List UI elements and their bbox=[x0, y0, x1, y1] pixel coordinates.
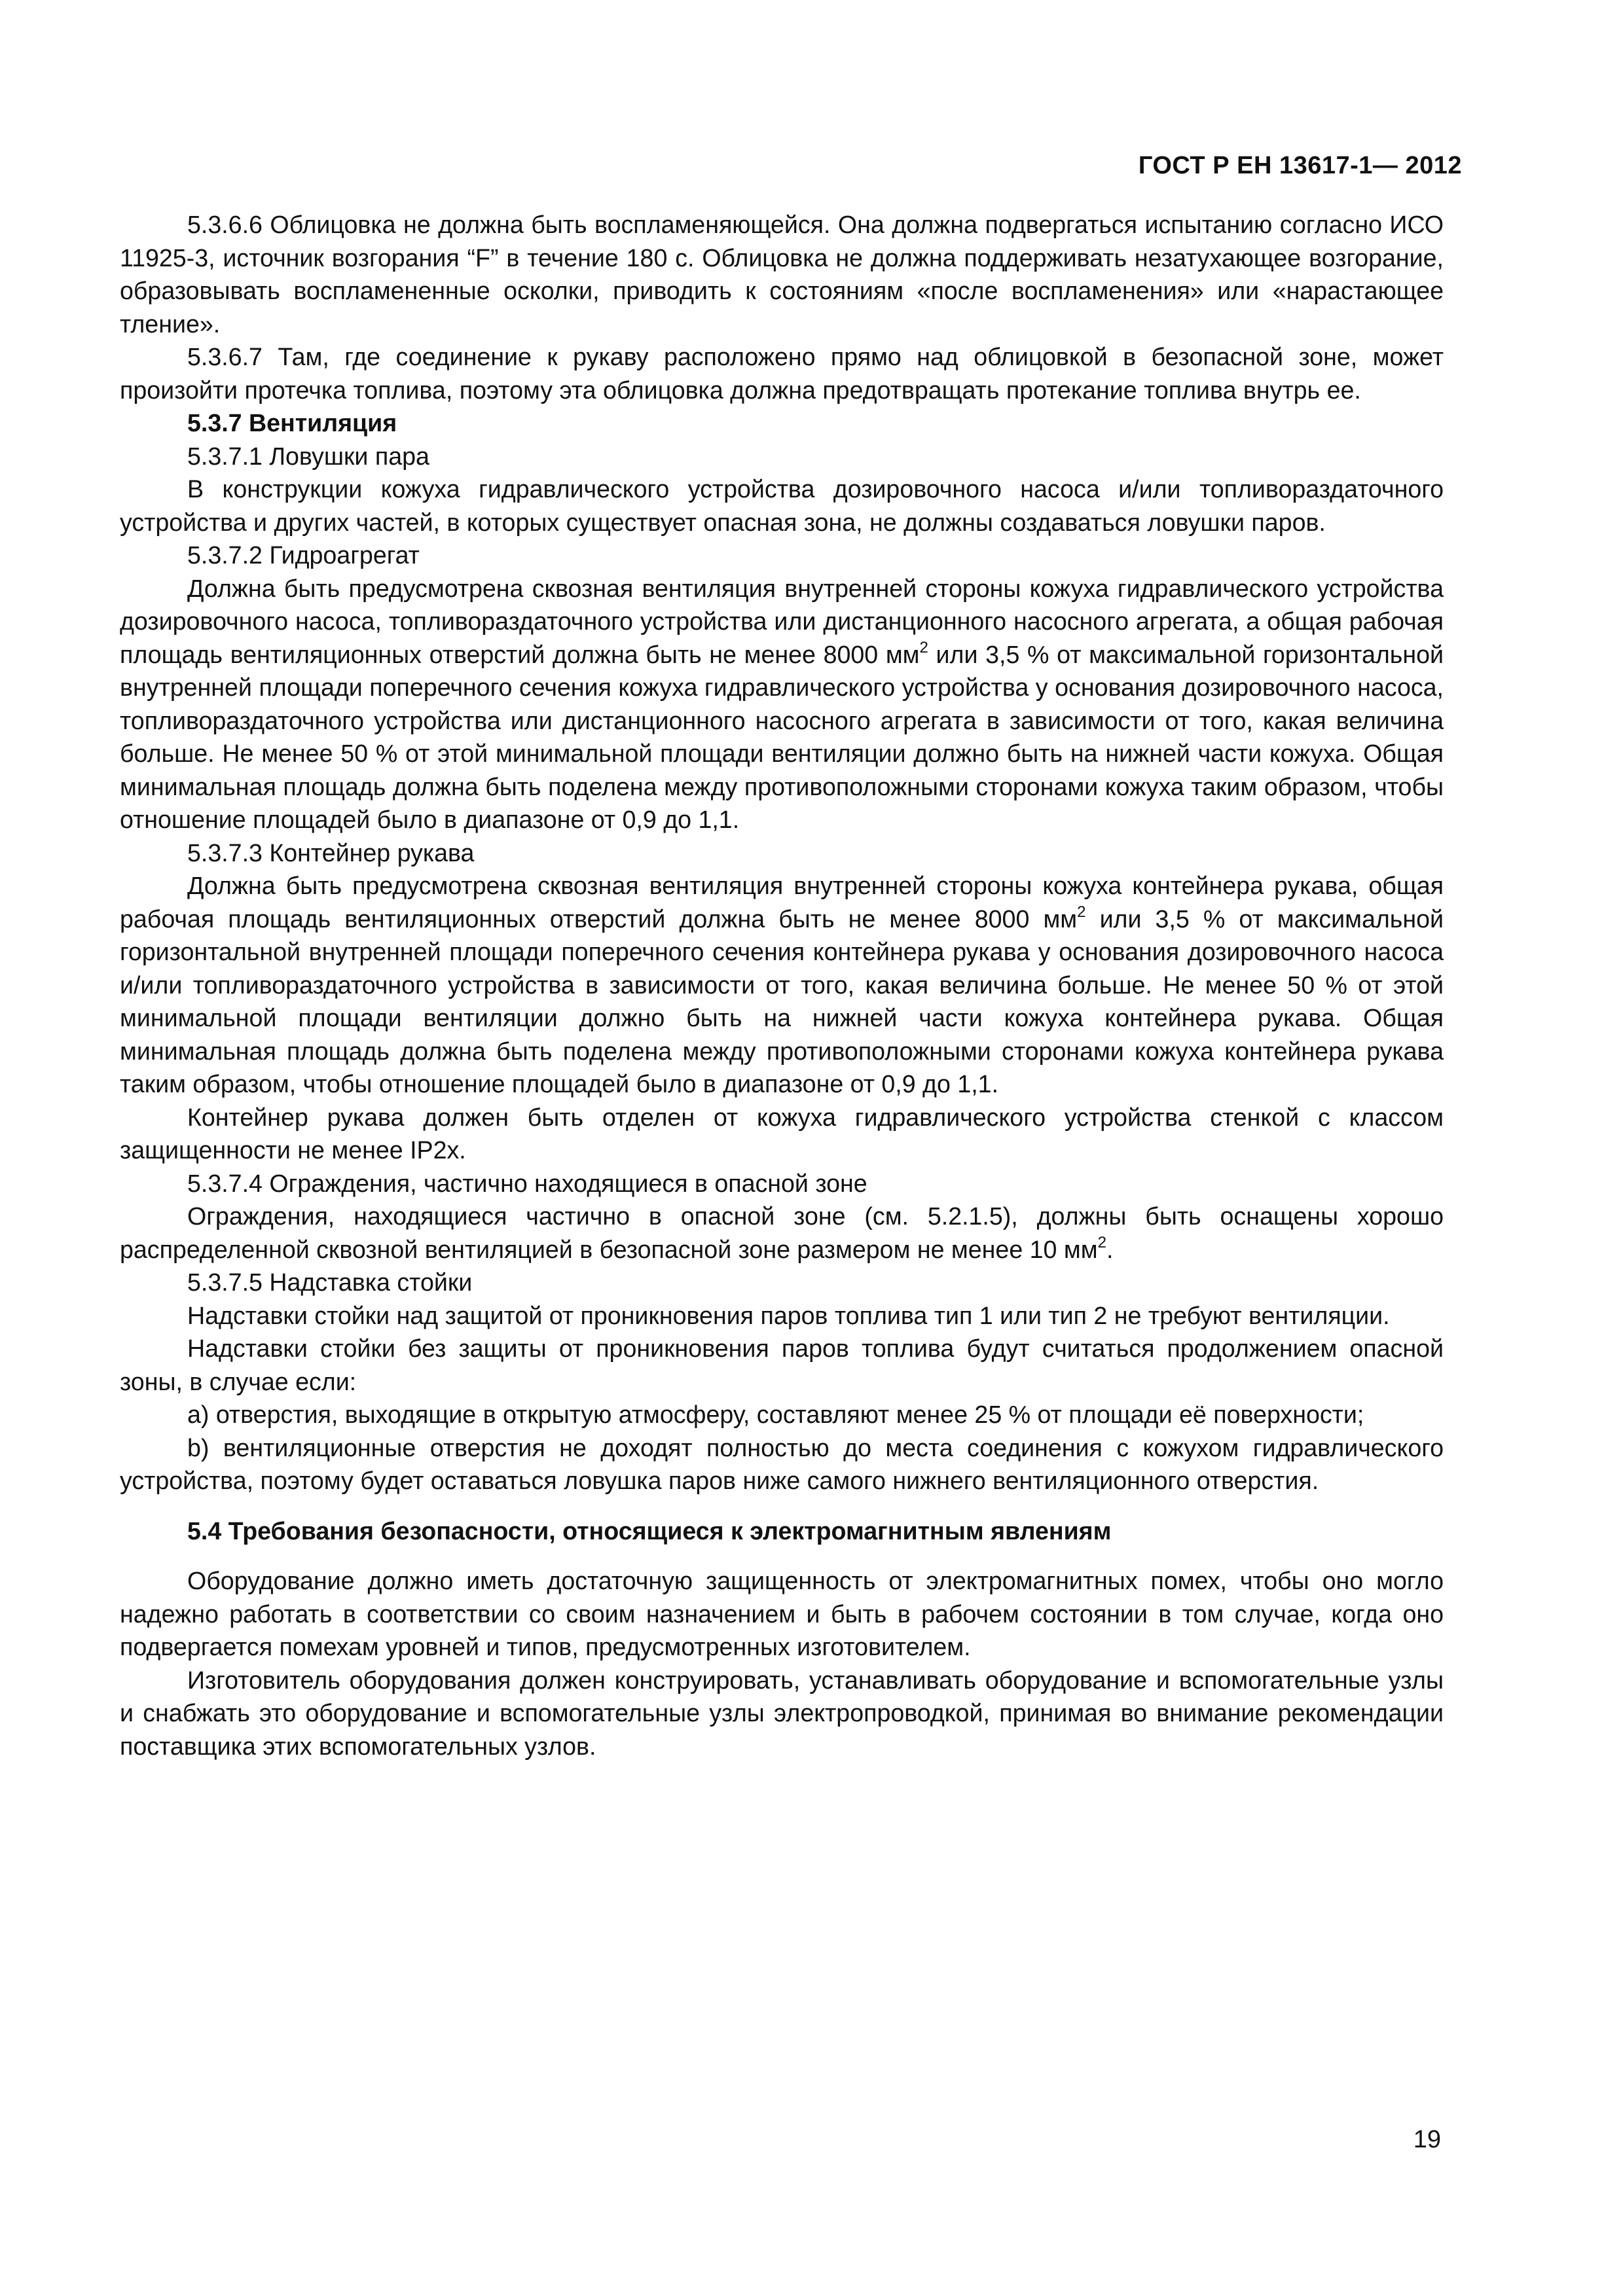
paragraph-emc-1: Оборудование должно иметь достаточную защищенность от электромагнитных помех, чтобы оно могло надежно работать в соответствии со своим назначением и быть в рабочем состоянии в том случае, когда оно подвергается помехам уровней и типов, предусмотренных изготовителем. bbox=[120, 1567, 1444, 1660]
document-code: ГОСТ Р ЕН 13617-1— 2012 bbox=[1138, 152, 1462, 179]
superscript-2: 2 bbox=[919, 638, 928, 656]
heading-5-3-7-3: 5.3.7.3 Контейнер рукава bbox=[187, 838, 475, 867]
superscript-2: 2 bbox=[1077, 903, 1086, 921]
paragraph-hydraulic-unit bbox=[120, 572, 1444, 836]
document-body bbox=[120, 208, 1444, 1763]
paragraph-hose-container bbox=[120, 869, 1444, 1101]
paragraph-vapor-traps: В конструкции кожуха гидравлического устройства дозировочного насоса и/или топливораздаточного устройства и других частей, в которых существует опасная зона, не должны создаваться ловушки паров. bbox=[120, 475, 1444, 536]
heading-5-4: 5.4 Требования безопасности, относящиеся к электромагнитным явлениям bbox=[187, 1516, 1112, 1545]
paragraph-5-3-6-7: 5.3.6.7 Там, где соединение к рукаву расположено прямо над облицовкой в безопасной зоне, может произойти протечка топлива, поэтому эта облицовка должна предотвращать протекание топлива внутрь ее. bbox=[120, 343, 1444, 404]
paragraph-enclosures bbox=[120, 1200, 1444, 1266]
paragraph-hose-container-part1: Должна быть предусмотрена сквозная вентиляция внутренней стороны кожуха контейнера рукава, общая рабочая площадь вентиляционных отверстий должна быть не менее 8000 мм bbox=[120, 872, 1444, 933]
page-number: 19 bbox=[1413, 2126, 1441, 2153]
heading-5-3-7-2: 5.3.7.2 Гидроагрегат bbox=[187, 541, 420, 569]
superscript-2: 2 bbox=[1097, 1233, 1106, 1251]
paragraph-hose-container-part2: или 3,5 % от максимальной горизонтальной внутренней площади поперечного сечения контейнера рукава у основания дозировочного насоса и/или топливораздаточного устройства в зависимости от того, какая величина больше. Не менее 50 % от этой минимальной площади вентиляции должно быть на нижней части кожуха контейнера рукава. Общая минимальная площадь должна быть поделена между противоположными сторонами кожуха контейнера рукава таким образом, чтобы отношение площадей было в диапазоне от 0,9 до 1,1. bbox=[120, 905, 1444, 1098]
paragraph-enclosures-part2: . bbox=[1106, 1235, 1114, 1263]
heading-5-3-7-1: 5.3.7.1 Ловушки пара bbox=[187, 442, 429, 470]
paragraph-hydraulic-unit-part1: Должна быть предусмотрена сквозная вентиляция внутренней стороны кожуха гидравлического устройства дозировочного насоса, топливораздаточного устройства или дистанционного насосного агрегата, а общая рабочая площадь вентиляционных отверстий должна быть не менее 8000 мм bbox=[120, 574, 1444, 668]
paragraph-stand-extension-1: Надставки стойки над защитой от проникновения паров топлива тип 1 или тип 2 не требуют вентиляции. bbox=[187, 1301, 1390, 1329]
list-item-b: b) вентиляционные отверстия не доходят полностью до места соединения с кожухом гидравлического устройства, поэтому будет оставаться ловушка паров ниже самого нижнего вентиляционного отверстия. bbox=[120, 1433, 1444, 1494]
heading-5-3-7-4: 5.3.7.4 Ограждения, частично находящиеся в опасной зоне bbox=[187, 1169, 867, 1197]
paragraph-5-3-6-6: 5.3.6.6 Облицовка не должна быть воспламеняющейся. Она должна подвергаться испытанию согласно ИСО 11925-3, источник возгорания “F” в течение 180 с. Облицовка не должна поддерживать незатухающее возгорание, образовывать воспламененные осколки, приводить к состояниям «после воспламенения» или «нарастающее тление». bbox=[120, 211, 1444, 338]
heading-5-3-7-5: 5.3.7.5 Надставка стойки bbox=[187, 1268, 473, 1296]
list-item-a: a) отверстия, выходящие в открытую атмосферу, составляют менее 25 % от площади её поверхности; bbox=[187, 1401, 1364, 1428]
paragraph-hydraulic-unit-part2: или 3,5 % от максимальной горизонтальной внутренней площади поперечного сечения кожуха гидравлического устройства у основания дозировочного насоса, топливораздаточного устройства или дистанционного насосного агрегата в зависимости от того, какая величина больше. Не менее 50 % от этой минимальной площади вентиляции должно быть на нижней части кожуха. Общая минимальная площадь должна быть поделена между противоположными сторонами кожуха таким образом, чтобы отношение площадей было в диапазоне от 0,9 до 1,1. bbox=[120, 640, 1444, 833]
paragraph-emc-2: Изготовитель оборудования должен конструировать, устанавливать оборудование и вспомогательные узлы и снабжать это оборудование и вспомогательные узлы электропроводкой, принимая во внимание рекомендации поставщика этих вспомогательных узлов. bbox=[120, 1666, 1444, 1760]
paragraph-stand-extension-2: Надставки стойки без защиты от проникновения паров топлива будут считаться продолжением опасной зоны, в случае если: bbox=[120, 1335, 1444, 1395]
heading-5-3-7: 5.3.7 Вентиляция bbox=[187, 409, 397, 437]
paragraph-hose-container-wall: Контейнер рукава должен быть отделен от кожуха гидравлического устройства стенкой с классом защищенности не менее IP2x. bbox=[120, 1103, 1444, 1164]
paragraph-enclosures-part1: Ограждения, находящиеся частично в опасной зоне (см. 5.2.1.5), должны быть оснащены хорошо распределенной сквозной вентиляцией в безопасной зоне размером не менее 10 мм bbox=[120, 1202, 1444, 1263]
